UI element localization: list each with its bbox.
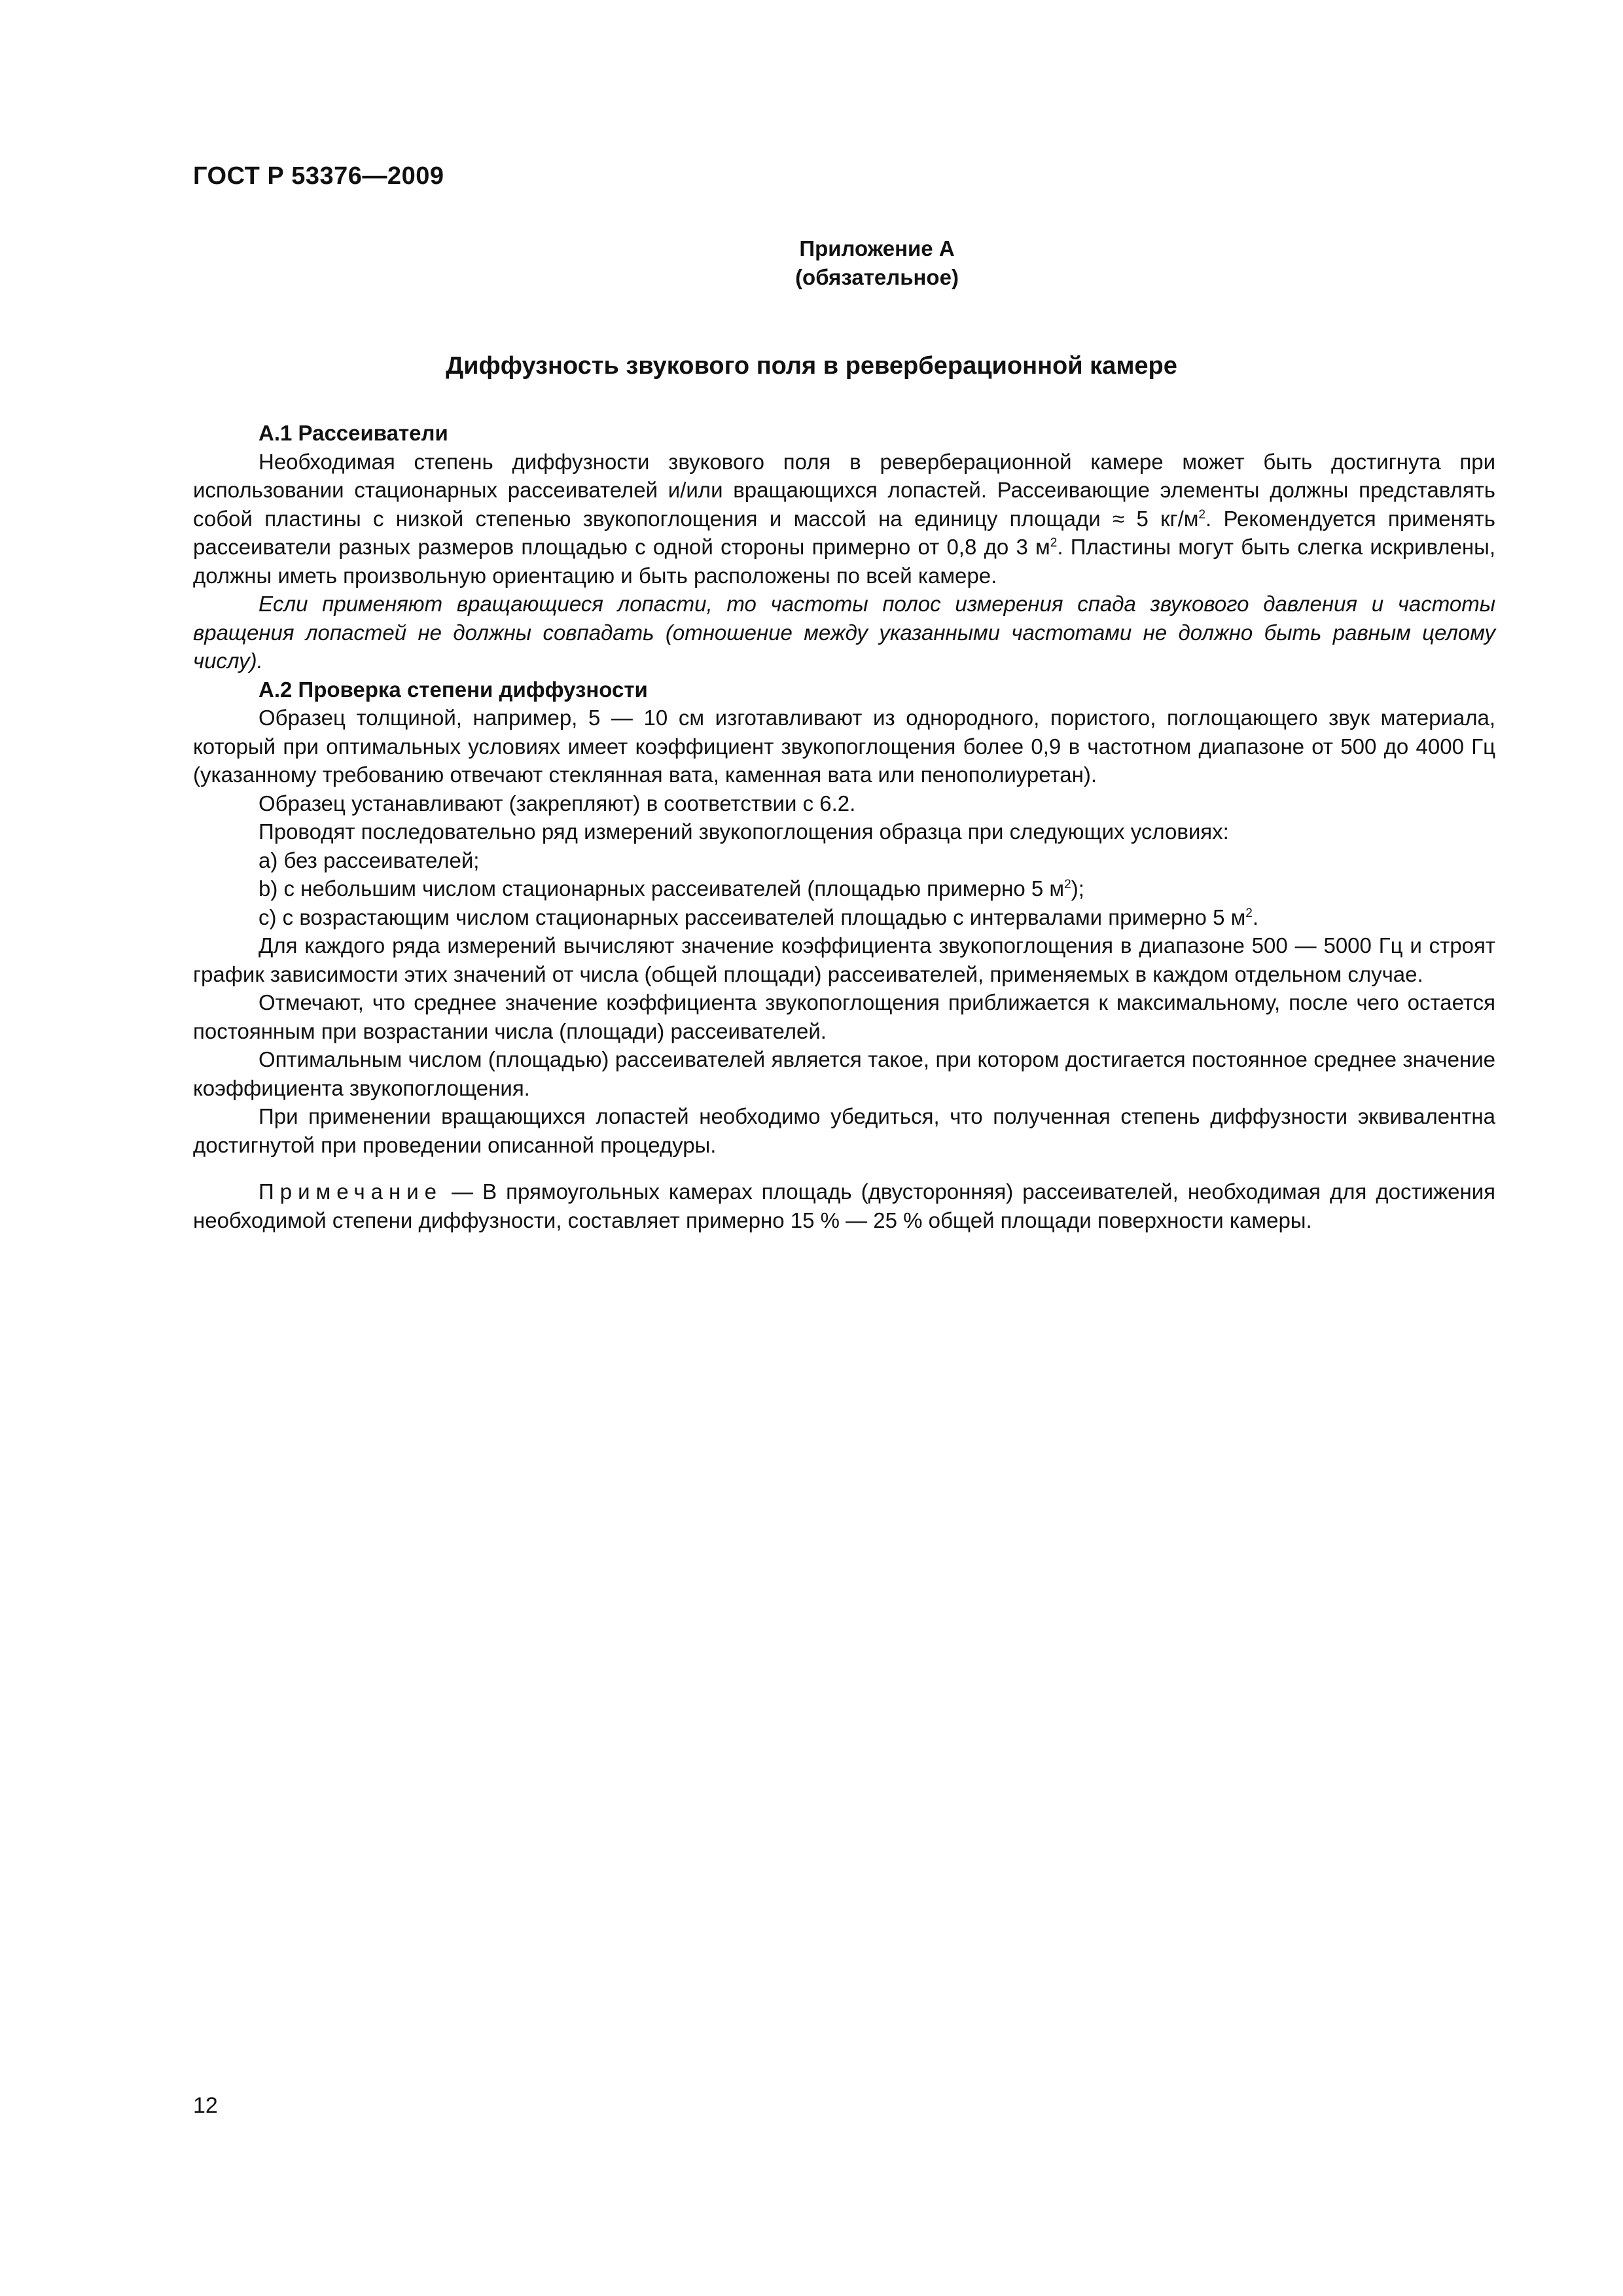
appendix-status: (обязательное) bbox=[795, 265, 959, 289]
section-a1-heading: А.1 Рассеиватели bbox=[259, 421, 448, 445]
section-a2-paragraph-3: Проводят последовательно ряд измерений звукопоглощения образца при следующих условиях: bbox=[259, 819, 1229, 844]
section-a2-paragraph-5: Отмечают, что среднее значение коэффициента звукопоглощения приближается к максимальному, после чего остается постоянным при возрастании числа (площади) рассеивателей. bbox=[193, 990, 1495, 1043]
page-number: 12 bbox=[193, 2093, 218, 2118]
appendix-heading bbox=[0, 234, 1623, 292]
document-header: ГОСТ Р 53376—2009 bbox=[193, 162, 444, 190]
note bbox=[193, 1177, 1495, 1234]
section-a2-heading: А.2 Проверка степени диффузности bbox=[259, 677, 648, 702]
note-text: — В прямоугольных камерах площадь (двусторонняя) рассеивателей, необходимая для достижения необходимой степени диффузности, составляет примерно 15 % — 25 % общей площади поверхности камеры. bbox=[193, 1179, 1495, 1232]
section-a2-paragraph-6: Оптимальным числом (площадью) рассеивателей является такое, при котором достигается постоянное среднее значение коэффициента звукопоглощения. bbox=[193, 1047, 1495, 1100]
section-a2-paragraph-7: При применении вращающихся лопастей необходимо убедиться, что полученная степень диффузности эквивалентна достигнутой при проведении описанной процедуры. bbox=[193, 1104, 1495, 1157]
list-item-a: a) без рассеивателей; bbox=[259, 848, 480, 872]
section-a2-paragraph-1: Образец толщиной, например, 5 — 10 см изготавливают из однородного, пористого, поглощающего звук материала, который при оптимальных условиях имеет коэффициент звукопоглощения более 0,9 в частотном диапазоне от 500 до 4000 Гц (указанному требованию отвечают стеклянная вата, каменная вата или пенополиуретан). bbox=[193, 706, 1495, 787]
section-a1-paragraph-2: Если применяют вращающиеся лопасти, то частоты полос измерения спада звукового давления и частоты вращения лопастей не должны совпадать (отношение между указанными частотами не должно быть равным целому числу). bbox=[193, 592, 1495, 673]
section-a2-paragraph-4: Для каждого ряда измерений вычисляют значение коэффициента звукопоглощения в диапазоне 500 — 5000 Гц и строят график зависимости этих значений от числа (общей площади) рассеивателей, применяемых в каждом отдельном случае. bbox=[193, 933, 1495, 986]
section-a2-paragraph-2: Образец устанавливают (закрепляют) в соответствии с 6.2. bbox=[259, 791, 856, 816]
document-body bbox=[193, 419, 1495, 1234]
list-item-c: c) с возрастающим числом стационарных рассеивателей площадью с интервалами примерно 5 $м^2$. bbox=[259, 905, 1259, 929]
appendix-title: Диффузность звукового поля в реверберационной камере bbox=[446, 352, 1177, 380]
list-item-b: b) с небольшим числом стационарных рассеивателей (площадью примерно 5 $м^2$); bbox=[259, 876, 1084, 901]
appendix-label: Приложение А bbox=[799, 236, 955, 260]
section-a1-paragraph-1: Необходимая степень диффузности звукового поля в реверберационной камере может быть достигнута при использовании стационарных рассеивателей и/или вращающихся лопастей. Рассеивающие элементы должны представлять собой пластины с низкой степенью звукопоглощения и массой на единицу площади ≈ 5 $кг/м^2$. Рекомендуется применять рассеиватели разных размеров площадью с одной стороны примерно от 0,8 до 3 $м^2$. Пластины могут быть слегка искривлены, должны иметь произвольную ориентацию и быть расположены по всей камере. bbox=[193, 449, 1495, 588]
note-label: Примечание bbox=[259, 1179, 443, 1204]
